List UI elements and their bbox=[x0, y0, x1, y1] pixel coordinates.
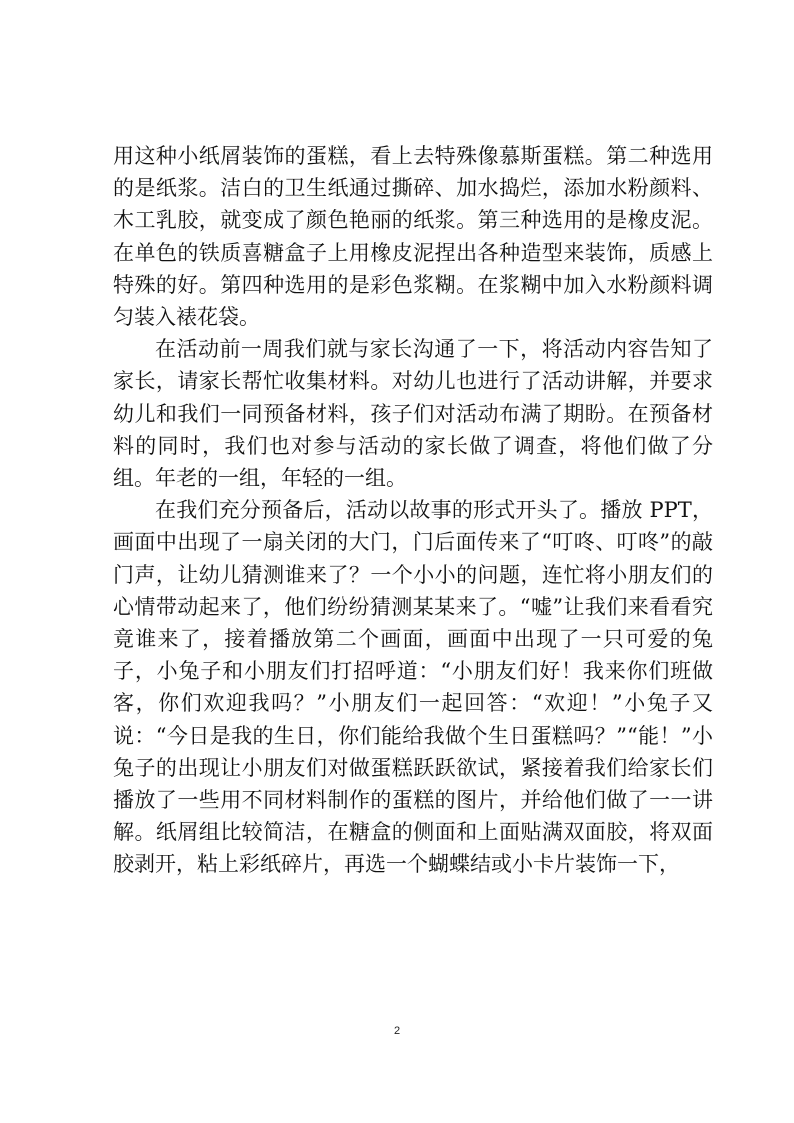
page-number: 2 bbox=[393, 1025, 401, 1037]
paragraph-preparation: 在活动前一周我们就与家长沟通了一下，将活动内容告知了家长，请家长帮忙收集材料。对幼儿也进行了活动讲解，并要求幼儿和我们一同预备材料，孩子们对活动布满了期盼。在预备材料的同时，我们也对参与活动的家长做了调查，将他们做了分组。年老的一组，年轻的一组。 bbox=[113, 337, 713, 491]
paragraph-activity: 在我们充分预备后，活动以故事的形式开头了。播放 PPT，画面中出现了一扇关闭的大门，门后面传来了“叮咚、叮咚”的敲门声，让幼儿猜测谁来了？一个小小的问题，连忙将小朋友们的心情带动起来了，他们纷纷猜测某某来了。“嘘”让我们来看看究竟谁来了，接着播放第二个画面，画面中出现了一只可爱的兔子，小兔子和小朋友们打招呼道：“小朋友们好！我来你们班做客，你们欢迎我吗？”小朋友们一起回答：“欢迎！”小兔子又说：“今日是我的生日，你们能给我做个生日蛋糕吗？”“能！”小兔子的出现让小朋友们对做蛋糕跃跃欲试，紧接着我们给家长们播放了一些用不同材料制作的蛋糕的图片，并给他们做了一一讲解。纸屑组比较简洁，在糖盒的侧面和上面贴满双面胶，将双面胶剥开，粘上彩纸碎片，再选一个蝴蝶结或小卡片装饰一下， bbox=[113, 498, 713, 877]
body-text bbox=[113, 140, 713, 881]
paragraph-continued: 用这种小纸屑装饰的蛋糕，看上去特殊像慕斯蛋糕。第二种选用的是纸浆。洁白的卫生纸通过撕碎、加水捣烂，添加水粉颜料、木工乳胶，就变成了颜色艳丽的纸浆。第三种选用的是橡皮泥。在单色的铁质喜糖盒子上用橡皮泥捏出各种造型来装饰，质感上特殊的好。第四种选用的是彩色浆糊。在浆糊中加入水粉颜料调匀装入裱花袋。 bbox=[113, 144, 713, 330]
